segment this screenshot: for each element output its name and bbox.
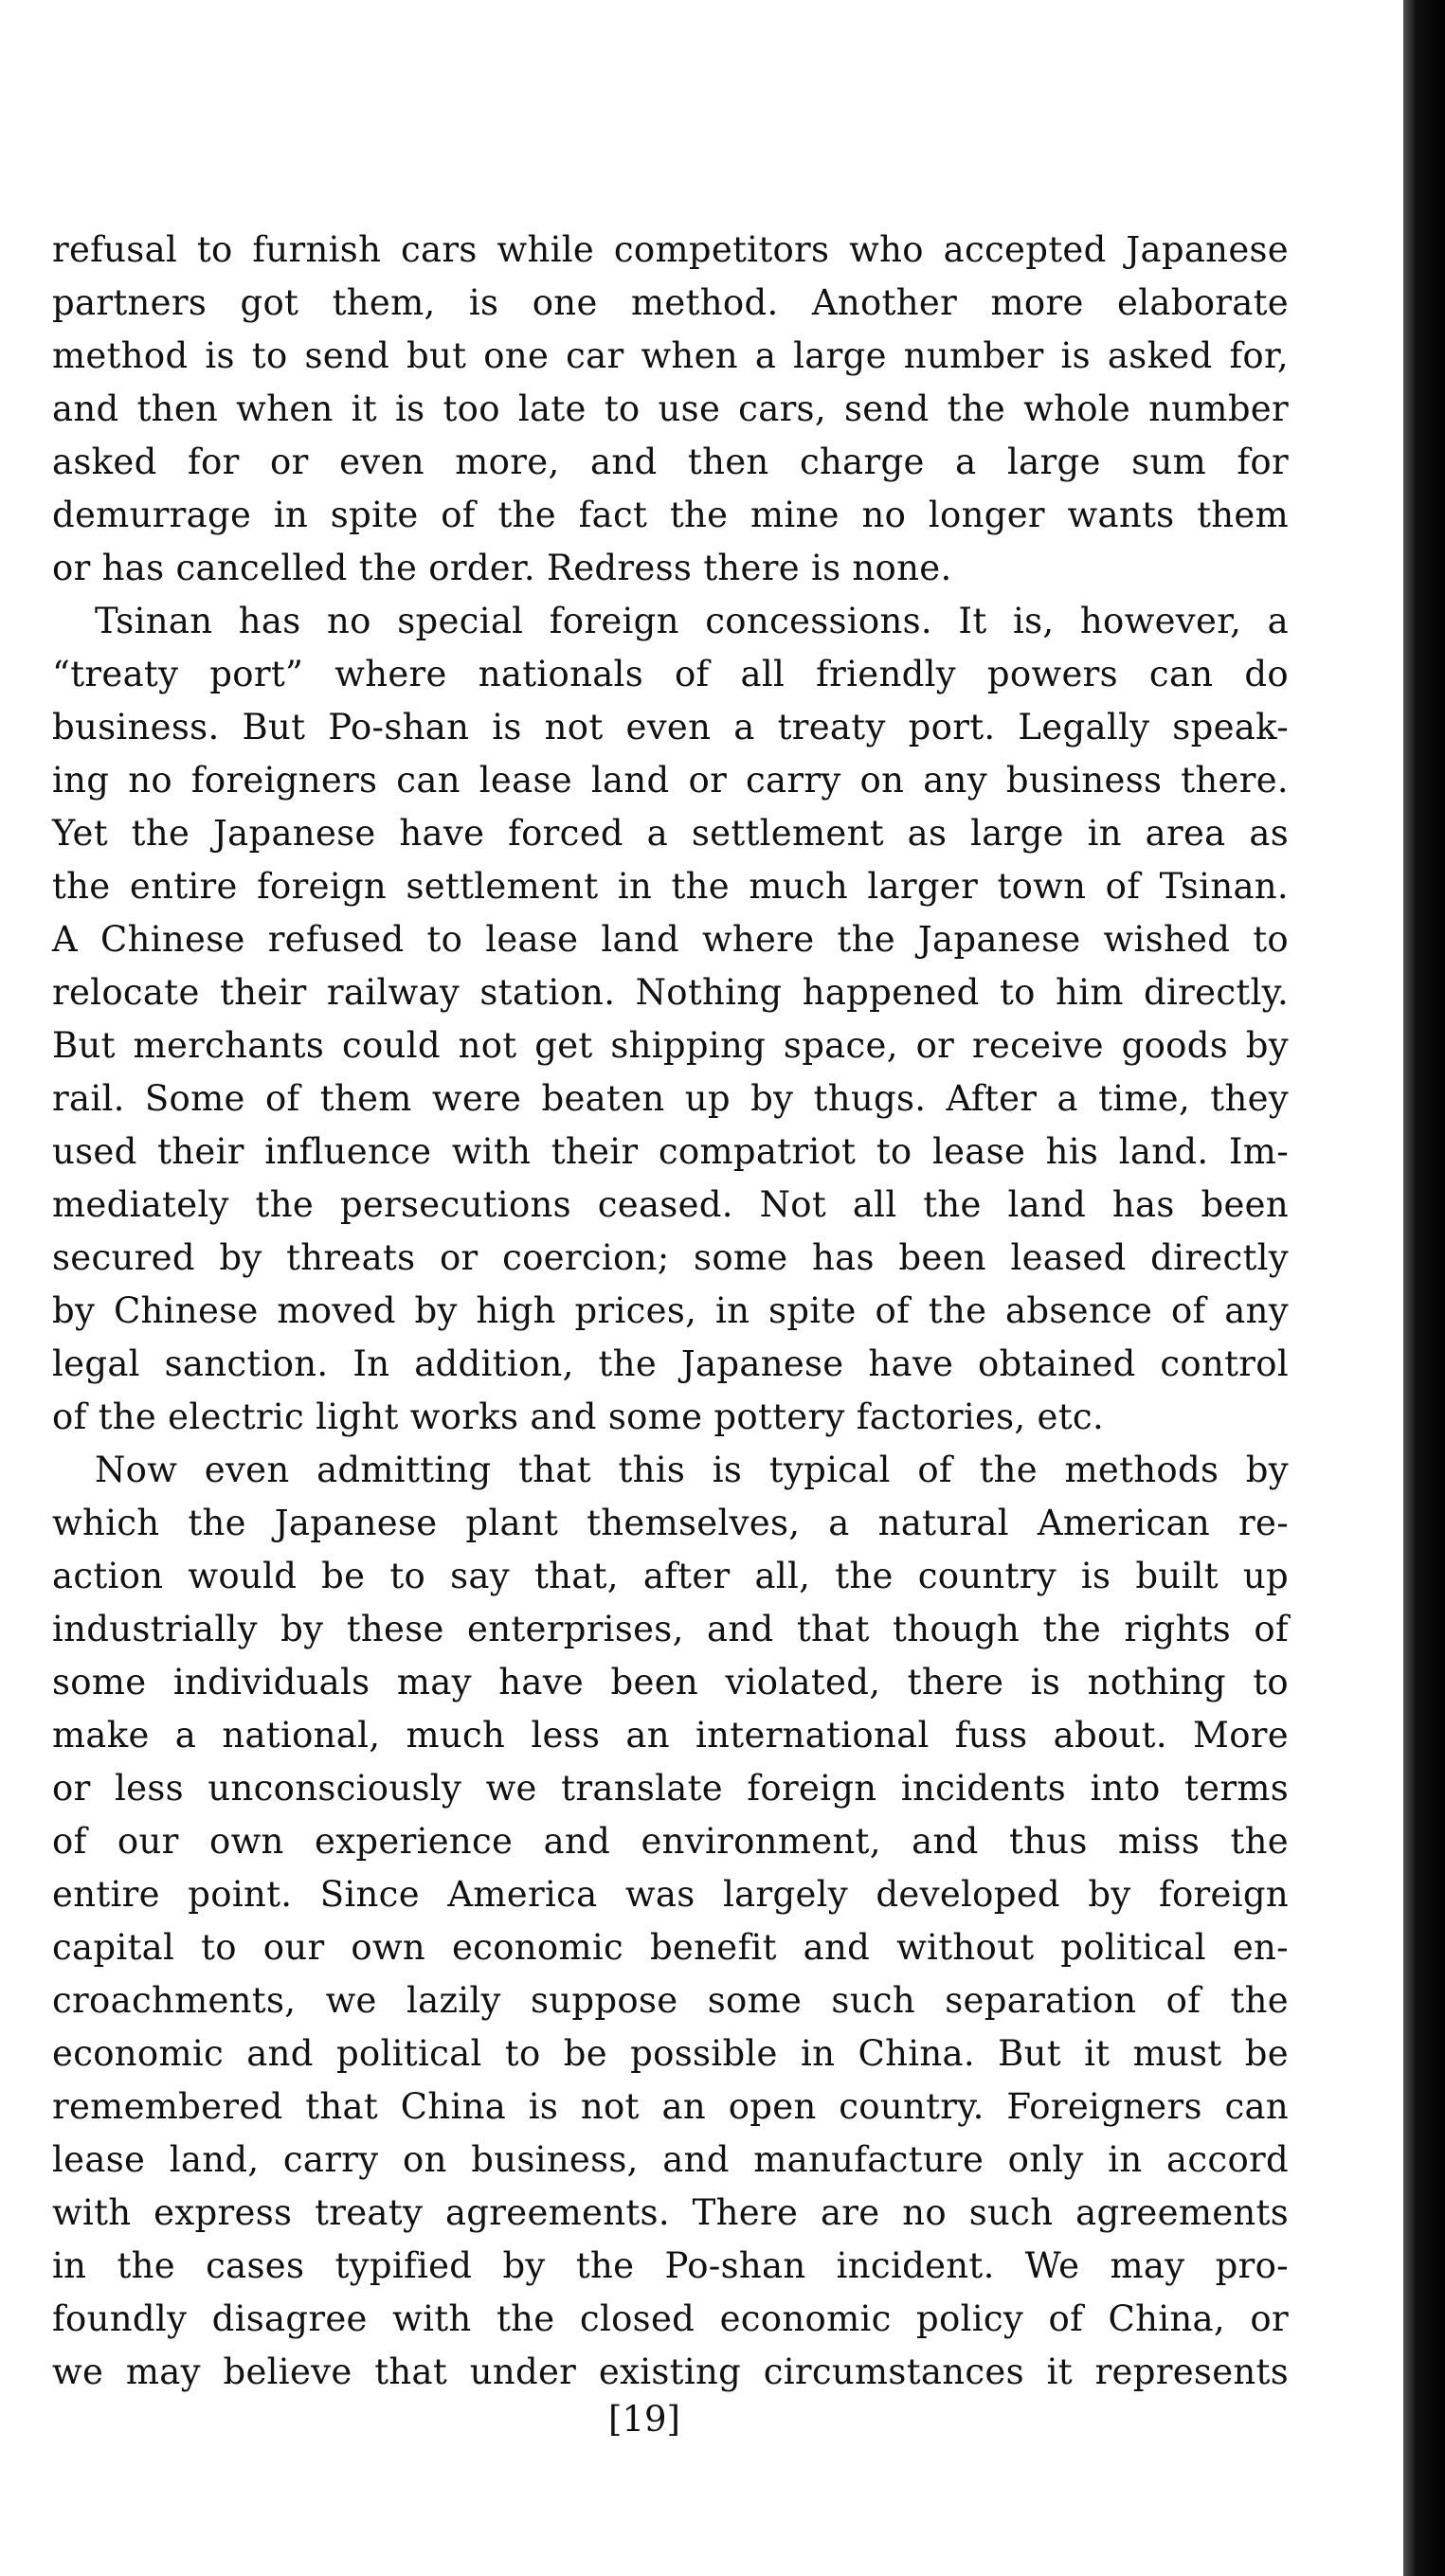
text-line: mediately the persecutions ceased. Not all the land has been [52, 1184, 1289, 1225]
paragraphs [52, 224, 1289, 2399]
text-line: which the Japanese plant themselves, a natural American re- [52, 1503, 1289, 1543]
text-line: secured by threats or coercion; some has been leased directly [52, 1237, 1289, 1278]
text-line: But merchants could not get shipping space, or receive goods by [52, 1025, 1289, 1066]
text-line: entire point. Since America was largely developed by foreign [52, 1874, 1289, 1915]
text-line: method is to send but one car when a large number is asked for, [52, 335, 1289, 376]
text-line: or has cancelled the order. Redress there is none. [52, 548, 952, 588]
text-line: refusal to furnish cars while competitors who accepted Japanese [52, 229, 1289, 270]
text-line: of our own experience and environment, and thus miss the [52, 1821, 1289, 1862]
paragraph [52, 595, 1289, 1444]
text-line: of the electric light works and some pottery factories, etc. [52, 1396, 1105, 1437]
paragraph [52, 224, 1289, 595]
text-line: Tsinan has no special foreign concessions. It is, however, a [95, 601, 1289, 641]
text-line: ing no foreigners can lease land or carry on any business there. [52, 760, 1289, 801]
text-line: A Chinese refused to lease land where the Japanese wished to [52, 919, 1289, 960]
text-line: foundly disagree with the closed economic policy of China, or [52, 2298, 1289, 2339]
text-line: action would be to say that, after all, the country is built up [52, 1556, 1289, 1596]
text-line: with express treaty agreements. There are no such agreements [52, 2192, 1289, 2233]
text-line: in the cases typified by the Po-shan incident. We may pro- [52, 2245, 1289, 2286]
page-edge-shadow [1403, 0, 1445, 2576]
text-line: “treaty port” where nationals of all friendly powers can do [52, 654, 1289, 694]
text-line: Yet the Japanese have forced a settlement as large in area as [52, 813, 1289, 854]
body-text [52, 224, 1289, 2399]
text-line: Now even admitting that this is typical of the methods by [95, 1450, 1289, 1490]
text-line: used their influence with their compatriot to lease his land. Im- [52, 1131, 1289, 1172]
text-line: rail. Some of them were beaten up by thugs. After a time, they [52, 1078, 1289, 1119]
text-line: lease land, carry on business, and manufacture only in accord [52, 2139, 1289, 2180]
text-line: and then when it is too late to use cars, send the whole number [52, 388, 1289, 429]
text-line: by Chinese moved by high prices, in spite of the absence of any [52, 1290, 1289, 1331]
page-number: [19] [608, 2399, 680, 2440]
text-line: legal sanction. In addition, the Japanese have obtained control [52, 1343, 1289, 1384]
text-line: partners got them, is one method. Another more elaborate [52, 282, 1289, 323]
text-line: capital to our own economic benefit and without political en- [52, 1927, 1289, 1968]
text-line: the entire foreign settlement in the much larger town of Tsinan. [52, 866, 1289, 907]
text-line: croachments, we lazily suppose some such separation of the [52, 1980, 1289, 2021]
text-line: or less unconsciously we translate foreign incidents into terms [52, 1768, 1289, 1809]
text-line: business. But Po-shan is not even a treaty port. Legally speak- [52, 707, 1289, 748]
text-line: industrially by these enterprises, and that though the rights of [52, 1609, 1289, 1649]
text-line: asked for or even more, and then charge a large sum for [52, 441, 1289, 482]
text-line: relocate their railway station. Nothing happened to him directly. [52, 972, 1289, 1013]
text-line: make a national, much less an international fuss about. More [52, 1715, 1289, 1756]
text-line: some individuals may have been violated, there is nothing to [52, 1662, 1289, 1702]
text-line: economic and political to be possible in China. But it must be [52, 2033, 1289, 2074]
text-line: remembered that China is not an open country. Foreigners can [52, 2086, 1289, 2127]
paragraph [52, 1444, 1289, 2399]
text-line: we may believe that under existing circumstances it represents [52, 2351, 1289, 2392]
text-line: demurrage in spite of the fact the mine no longer wants them [52, 495, 1289, 535]
